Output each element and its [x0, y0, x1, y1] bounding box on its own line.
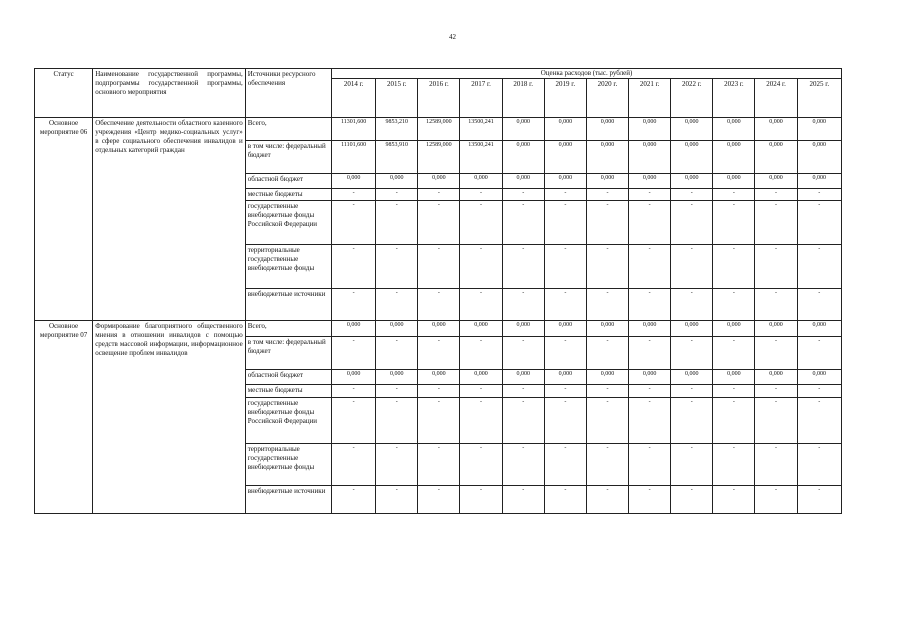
value-cell: - — [713, 289, 755, 321]
value-cell: - — [586, 486, 628, 514]
value-cell: - — [332, 486, 376, 514]
value-cell: - — [544, 486, 586, 514]
value-cell: 0,000 — [332, 174, 376, 189]
value-cell: - — [460, 398, 502, 444]
value-cell: 0,000 — [544, 118, 586, 141]
value-cell: - — [418, 444, 460, 486]
value-cell: 0,000 — [418, 174, 460, 189]
value-cell: - — [544, 189, 586, 201]
value-cell: 0,000 — [586, 141, 628, 174]
table-body — [35, 118, 842, 514]
value-cell: - — [586, 444, 628, 486]
value-cell: - — [502, 189, 544, 201]
row-source: областной бюджет — [245, 370, 331, 385]
value-cell: 12589,000 — [418, 118, 460, 141]
year-header: 2021 г. — [629, 79, 671, 118]
value-cell: - — [797, 189, 841, 201]
value-cell: 11301,600 — [332, 118, 376, 141]
value-cell: - — [671, 245, 713, 289]
value-cell: - — [629, 398, 671, 444]
value-cell: 0,000 — [332, 370, 376, 385]
row-source: территориальные государственные внебюджетные фонды — [245, 444, 331, 486]
value-cell: - — [671, 201, 713, 245]
value-cell: - — [629, 385, 671, 398]
value-cell: 0,000 — [755, 118, 797, 141]
value-cell: - — [755, 189, 797, 201]
value-cell: 12589,000 — [418, 141, 460, 174]
value-cell: 0,000 — [586, 321, 628, 337]
value-cell: - — [460, 385, 502, 398]
row-source: местные бюджеты — [245, 189, 331, 201]
value-cell: - — [544, 245, 586, 289]
value-cell: 0,000 — [418, 321, 460, 337]
value-cell: - — [376, 189, 418, 201]
row-source: в том числе: федеральный бюджет — [245, 141, 331, 174]
year-header: 2019 г. — [544, 79, 586, 118]
value-cell: - — [502, 337, 544, 370]
value-cell: 0,000 — [797, 118, 841, 141]
value-cell: - — [671, 486, 713, 514]
value-cell: - — [418, 398, 460, 444]
row-source: местные бюджеты — [245, 385, 331, 398]
value-cell: - — [629, 486, 671, 514]
value-cell: 0,000 — [713, 174, 755, 189]
value-cell: 0,000 — [418, 370, 460, 385]
value-cell: - — [460, 337, 502, 370]
value-cell: - — [376, 385, 418, 398]
value-cell: 0,000 — [376, 174, 418, 189]
value-cell: 0,000 — [586, 174, 628, 189]
value-cell: - — [755, 398, 797, 444]
value-cell: 0,000 — [713, 370, 755, 385]
row-source: территориальные государственные внебюджетные фонды — [245, 245, 331, 289]
value-cell: - — [502, 444, 544, 486]
value-cell: 0,000 — [376, 321, 418, 337]
year-header: 2020 г. — [586, 79, 628, 118]
value-cell: 11101,600 — [332, 141, 376, 174]
value-cell: - — [376, 245, 418, 289]
value-cell: - — [332, 289, 376, 321]
row-status: Основное мероприятие 07 — [35, 321, 93, 514]
value-cell: - — [671, 385, 713, 398]
value-cell: - — [797, 486, 841, 514]
value-cell: 0,000 — [502, 174, 544, 189]
value-cell: 13500,241 — [460, 141, 502, 174]
value-cell: - — [332, 189, 376, 201]
value-cell: - — [586, 289, 628, 321]
year-header: 2014 г. — [332, 79, 376, 118]
value-cell: 0,000 — [713, 141, 755, 174]
value-cell: - — [713, 385, 755, 398]
value-cell: 0,000 — [755, 370, 797, 385]
value-cell: - — [376, 201, 418, 245]
value-cell: - — [629, 189, 671, 201]
value-cell: 0,000 — [755, 321, 797, 337]
value-cell: 0,000 — [671, 370, 713, 385]
value-cell: - — [418, 337, 460, 370]
value-cell: 0,000 — [544, 370, 586, 385]
value-cell: - — [797, 245, 841, 289]
value-cell: - — [755, 289, 797, 321]
value-cell: - — [460, 245, 502, 289]
year-header: 2017 г. — [460, 79, 502, 118]
value-cell: - — [629, 289, 671, 321]
value-cell: - — [671, 444, 713, 486]
value-cell: 0,000 — [671, 141, 713, 174]
value-cell: - — [376, 398, 418, 444]
value-cell: - — [502, 201, 544, 245]
value-cell: - — [755, 201, 797, 245]
value-cell: - — [755, 486, 797, 514]
value-cell: - — [713, 201, 755, 245]
value-cell: - — [544, 385, 586, 398]
value-cell: 0,000 — [755, 174, 797, 189]
value-cell: 9853,910 — [376, 141, 418, 174]
value-cell: - — [502, 398, 544, 444]
value-cell: 0,000 — [544, 141, 586, 174]
year-header: 2023 г. — [713, 79, 755, 118]
value-cell: 0,000 — [797, 370, 841, 385]
value-cell: - — [544, 337, 586, 370]
value-cell: - — [797, 201, 841, 245]
value-cell: - — [544, 444, 586, 486]
row-name: Формирование благоприятного общественного мнения в отношении инвалидов с помощью средств массовой информации, информационное освещение проблем инвалидов — [93, 321, 246, 514]
value-cell: 13500,241 — [460, 118, 502, 141]
value-cell: - — [376, 486, 418, 514]
row-status: Основное мероприятие 06 — [35, 118, 93, 321]
value-cell: 0,000 — [502, 370, 544, 385]
value-cell: 0,000 — [713, 118, 755, 141]
value-cell: - — [797, 337, 841, 370]
value-cell: - — [586, 398, 628, 444]
year-header: 2022 г. — [671, 79, 713, 118]
value-cell: - — [629, 201, 671, 245]
row-source: государственные внебюджетные фонды Российской Федерации — [245, 398, 331, 444]
row-source: внебюджетные источники — [245, 289, 331, 321]
value-cell: 0,000 — [332, 321, 376, 337]
value-cell: - — [502, 385, 544, 398]
value-cell: - — [797, 444, 841, 486]
value-cell: - — [671, 398, 713, 444]
value-cell: 0,000 — [755, 141, 797, 174]
value-cell: - — [797, 398, 841, 444]
value-cell: 0,000 — [460, 321, 502, 337]
value-cell: 0,000 — [502, 141, 544, 174]
year-header: 2025 г. — [797, 79, 841, 118]
header-estimate: Оценка расходов (тыс. рублей) — [332, 69, 842, 79]
value-cell: - — [713, 245, 755, 289]
value-cell: - — [418, 289, 460, 321]
value-cell: - — [544, 398, 586, 444]
value-cell: 0,000 — [629, 174, 671, 189]
value-cell: - — [376, 444, 418, 486]
value-cell: - — [502, 289, 544, 321]
value-cell: 0,000 — [460, 370, 502, 385]
value-cell: - — [460, 486, 502, 514]
row-source: областной бюджет — [245, 174, 331, 189]
value-cell: 0,000 — [544, 321, 586, 337]
value-cell: - — [502, 486, 544, 514]
value-cell: 0,000 — [629, 141, 671, 174]
value-cell: - — [418, 201, 460, 245]
value-cell: - — [460, 189, 502, 201]
value-cell: - — [418, 385, 460, 398]
row-source: государственные внебюджетные фонды Российской Федерации — [245, 201, 331, 245]
value-cell: - — [713, 189, 755, 201]
table-row — [35, 118, 842, 141]
value-cell: 0,000 — [376, 370, 418, 385]
value-cell: - — [544, 201, 586, 245]
year-header: 2024 г. — [755, 79, 797, 118]
value-cell: 0,000 — [586, 370, 628, 385]
value-cell: - — [629, 444, 671, 486]
value-cell: - — [586, 189, 628, 201]
value-cell: 0,000 — [460, 174, 502, 189]
value-cell: 0,000 — [629, 370, 671, 385]
year-header: 2015 г. — [376, 79, 418, 118]
value-cell: - — [713, 337, 755, 370]
value-cell: - — [755, 385, 797, 398]
value-cell: - — [713, 398, 755, 444]
value-cell: - — [544, 289, 586, 321]
value-cell: - — [713, 444, 755, 486]
value-cell: - — [629, 245, 671, 289]
value-cell: - — [460, 289, 502, 321]
value-cell: - — [418, 486, 460, 514]
row-name: Обеспечение деятельности областного казенного учреждения «Центр медико-социальных услуг» в сфере социального обеспечения инвалидов и отдельных категорий граждан — [93, 118, 246, 321]
value-cell: - — [755, 245, 797, 289]
value-cell: - — [418, 189, 460, 201]
value-cell: - — [460, 201, 502, 245]
row-source: в том числе: федеральный бюджет — [245, 337, 331, 370]
value-cell: - — [332, 444, 376, 486]
value-cell: - — [586, 385, 628, 398]
value-cell: - — [755, 337, 797, 370]
value-cell: 9853,210 — [376, 118, 418, 141]
value-cell: 0,000 — [502, 321, 544, 337]
value-cell: 0,000 — [713, 321, 755, 337]
table-row — [35, 321, 842, 337]
value-cell: - — [376, 289, 418, 321]
value-cell: 0,000 — [544, 174, 586, 189]
header-sources: Источники ресурсного обеспечения — [245, 69, 331, 118]
page-number: 42 — [449, 33, 456, 41]
value-cell: 0,000 — [797, 321, 841, 337]
value-cell: - — [586, 337, 628, 370]
year-header: 2018 г. — [502, 79, 544, 118]
value-cell: - — [586, 245, 628, 289]
value-cell: 0,000 — [797, 174, 841, 189]
value-cell: - — [671, 289, 713, 321]
value-cell: 0,000 — [629, 118, 671, 141]
value-cell: 0,000 — [671, 321, 713, 337]
value-cell: - — [332, 245, 376, 289]
value-cell: - — [332, 385, 376, 398]
value-cell: - — [332, 398, 376, 444]
value-cell: - — [460, 444, 502, 486]
value-cell: - — [418, 245, 460, 289]
row-source: внебюджетные источники — [245, 486, 331, 514]
value-cell: - — [713, 486, 755, 514]
value-cell: 0,000 — [502, 118, 544, 141]
value-cell: 0,000 — [671, 118, 713, 141]
value-cell: 0,000 — [671, 174, 713, 189]
value-cell: - — [629, 337, 671, 370]
value-cell: 0,000 — [629, 321, 671, 337]
value-cell: - — [376, 337, 418, 370]
row-source: Всего, — [245, 118, 331, 141]
value-cell: - — [671, 337, 713, 370]
expenditure-table — [34, 68, 842, 514]
value-cell: - — [755, 444, 797, 486]
value-cell: - — [797, 289, 841, 321]
value-cell: - — [332, 337, 376, 370]
value-cell: - — [332, 201, 376, 245]
year-header: 2016 г. — [418, 79, 460, 118]
value-cell: 0,000 — [586, 118, 628, 141]
header-name: Наименование государственной программы, подпрограммы государственной программы, основного мероприятия — [93, 69, 246, 118]
value-cell: - — [671, 189, 713, 201]
header-status: Статус — [35, 69, 93, 118]
value-cell: 0,000 — [797, 141, 841, 174]
value-cell: - — [586, 201, 628, 245]
row-source: Всего, — [245, 321, 331, 337]
value-cell: - — [797, 385, 841, 398]
value-cell: - — [502, 245, 544, 289]
